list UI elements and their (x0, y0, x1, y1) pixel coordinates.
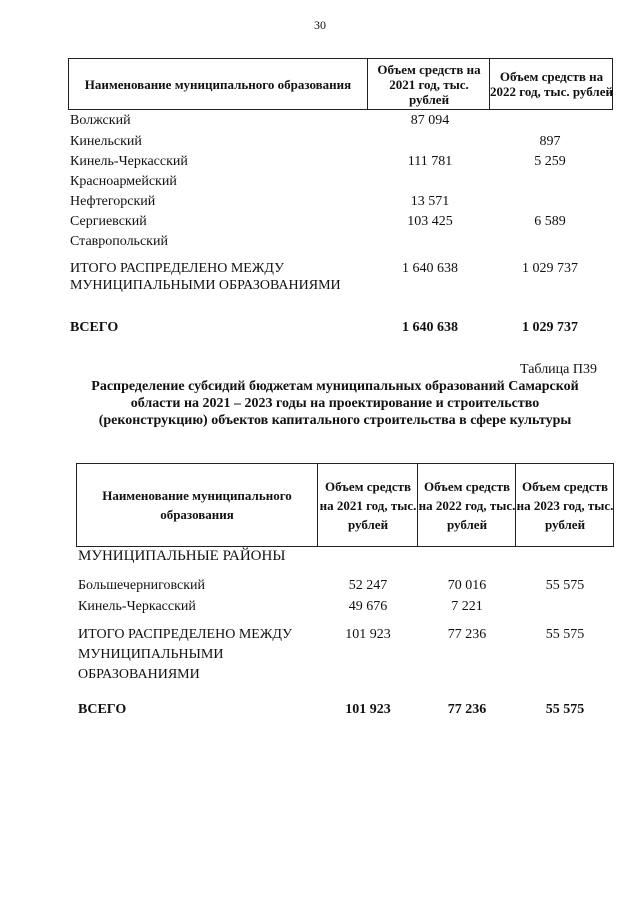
table1-header-2022: Объем средств на 2022 год, тыс. рублей (489, 59, 613, 109)
row-name: ВСЕГО (78, 702, 127, 717)
row-value-2023: 55 575 (545, 627, 585, 642)
page-number: 30 (314, 18, 326, 32)
table-title: Распределение субсидий бюджетам муниципальных образований Самарской области на 2021 – 2023 годы на проектирование и строительство (реконструкцию) объектов капитального строительства в сфере культуры (91, 379, 579, 428)
row-value-2023: 55 575 (545, 578, 585, 593)
row-name: ВСЕГО (70, 320, 119, 335)
row-name: ИТОГО РАСПРЕДЕЛЕНО МЕЖДУ МУНИЦИПАЛЬНЫМИ ОБРАЗОВАНИЯМИ (70, 261, 341, 293)
row-name: Большечерниговский (78, 578, 206, 593)
row-name: Ставропольский (70, 234, 168, 249)
table2-header-name: Наименование муниципального образования (102, 488, 292, 522)
row-value-2021: 13 571 (410, 194, 450, 209)
table2-header-2022: Объем средств на 2022 год, тыс. рублей (417, 464, 516, 546)
row-value-2023: 55 575 (545, 702, 585, 717)
row-value-2022: 77 236 (447, 627, 487, 642)
row-value-2021: 1 640 638 (402, 261, 458, 276)
row-value-2022: 897 (539, 134, 561, 149)
row-value-2021: 1 640 638 (402, 320, 458, 335)
row-name: Кинель-Черкасский (70, 154, 188, 169)
table2-header-2021: Объем средств на 2021 год, тыс. рублей (317, 464, 418, 546)
row-name: Волжский (70, 113, 131, 128)
row-name: Красноармейский (70, 174, 177, 189)
table1-header-2021: Объем средств на 2021 год, тыс. рублей (367, 59, 490, 109)
row-value-2021: 87 094 (410, 113, 450, 128)
row-value-2022: 70 016 (447, 578, 487, 593)
row-value-2022: 6 589 (534, 214, 566, 229)
row-value-2021: 103 425 (407, 214, 453, 229)
row-value-2021: 52 247 (348, 578, 388, 593)
table2-header-2023: Объем средств на 2023 год, тыс. рублей (515, 464, 614, 546)
row-value-2021: 49 676 (348, 599, 388, 614)
row-name: Сергиевский (70, 214, 147, 229)
table1-header-name: Наименование муниципального образования (84, 76, 352, 92)
row-name: Кинель-Черкасский (78, 599, 196, 614)
section-heading: МУНИЦИПАЛЬНЫЕ РАЙОНЫ (78, 548, 286, 564)
table1-header (68, 58, 613, 110)
row-name: Кинельский (70, 134, 142, 149)
row-value-2021: 101 923 (345, 627, 391, 642)
row-value-2022: 1 029 737 (522, 320, 578, 335)
row-value-2022: 5 259 (534, 154, 566, 169)
table-label: Таблица П39 (520, 362, 597, 377)
row-name: ИТОГО РАСПРЕДЕЛЕНО МЕЖДУ МУНИЦИПАЛЬНЫМИ ОБРАЗОВАНИЯМИ (78, 627, 292, 682)
table2-header (76, 463, 614, 547)
row-value-2021: 111 781 (407, 154, 453, 169)
row-name: Нефтегорский (70, 194, 156, 209)
row-value-2021: 101 923 (345, 702, 391, 717)
row-value-2022: 1 029 737 (522, 261, 578, 276)
row-value-2022: 7 221 (451, 599, 483, 614)
row-value-2022: 77 236 (447, 702, 487, 717)
